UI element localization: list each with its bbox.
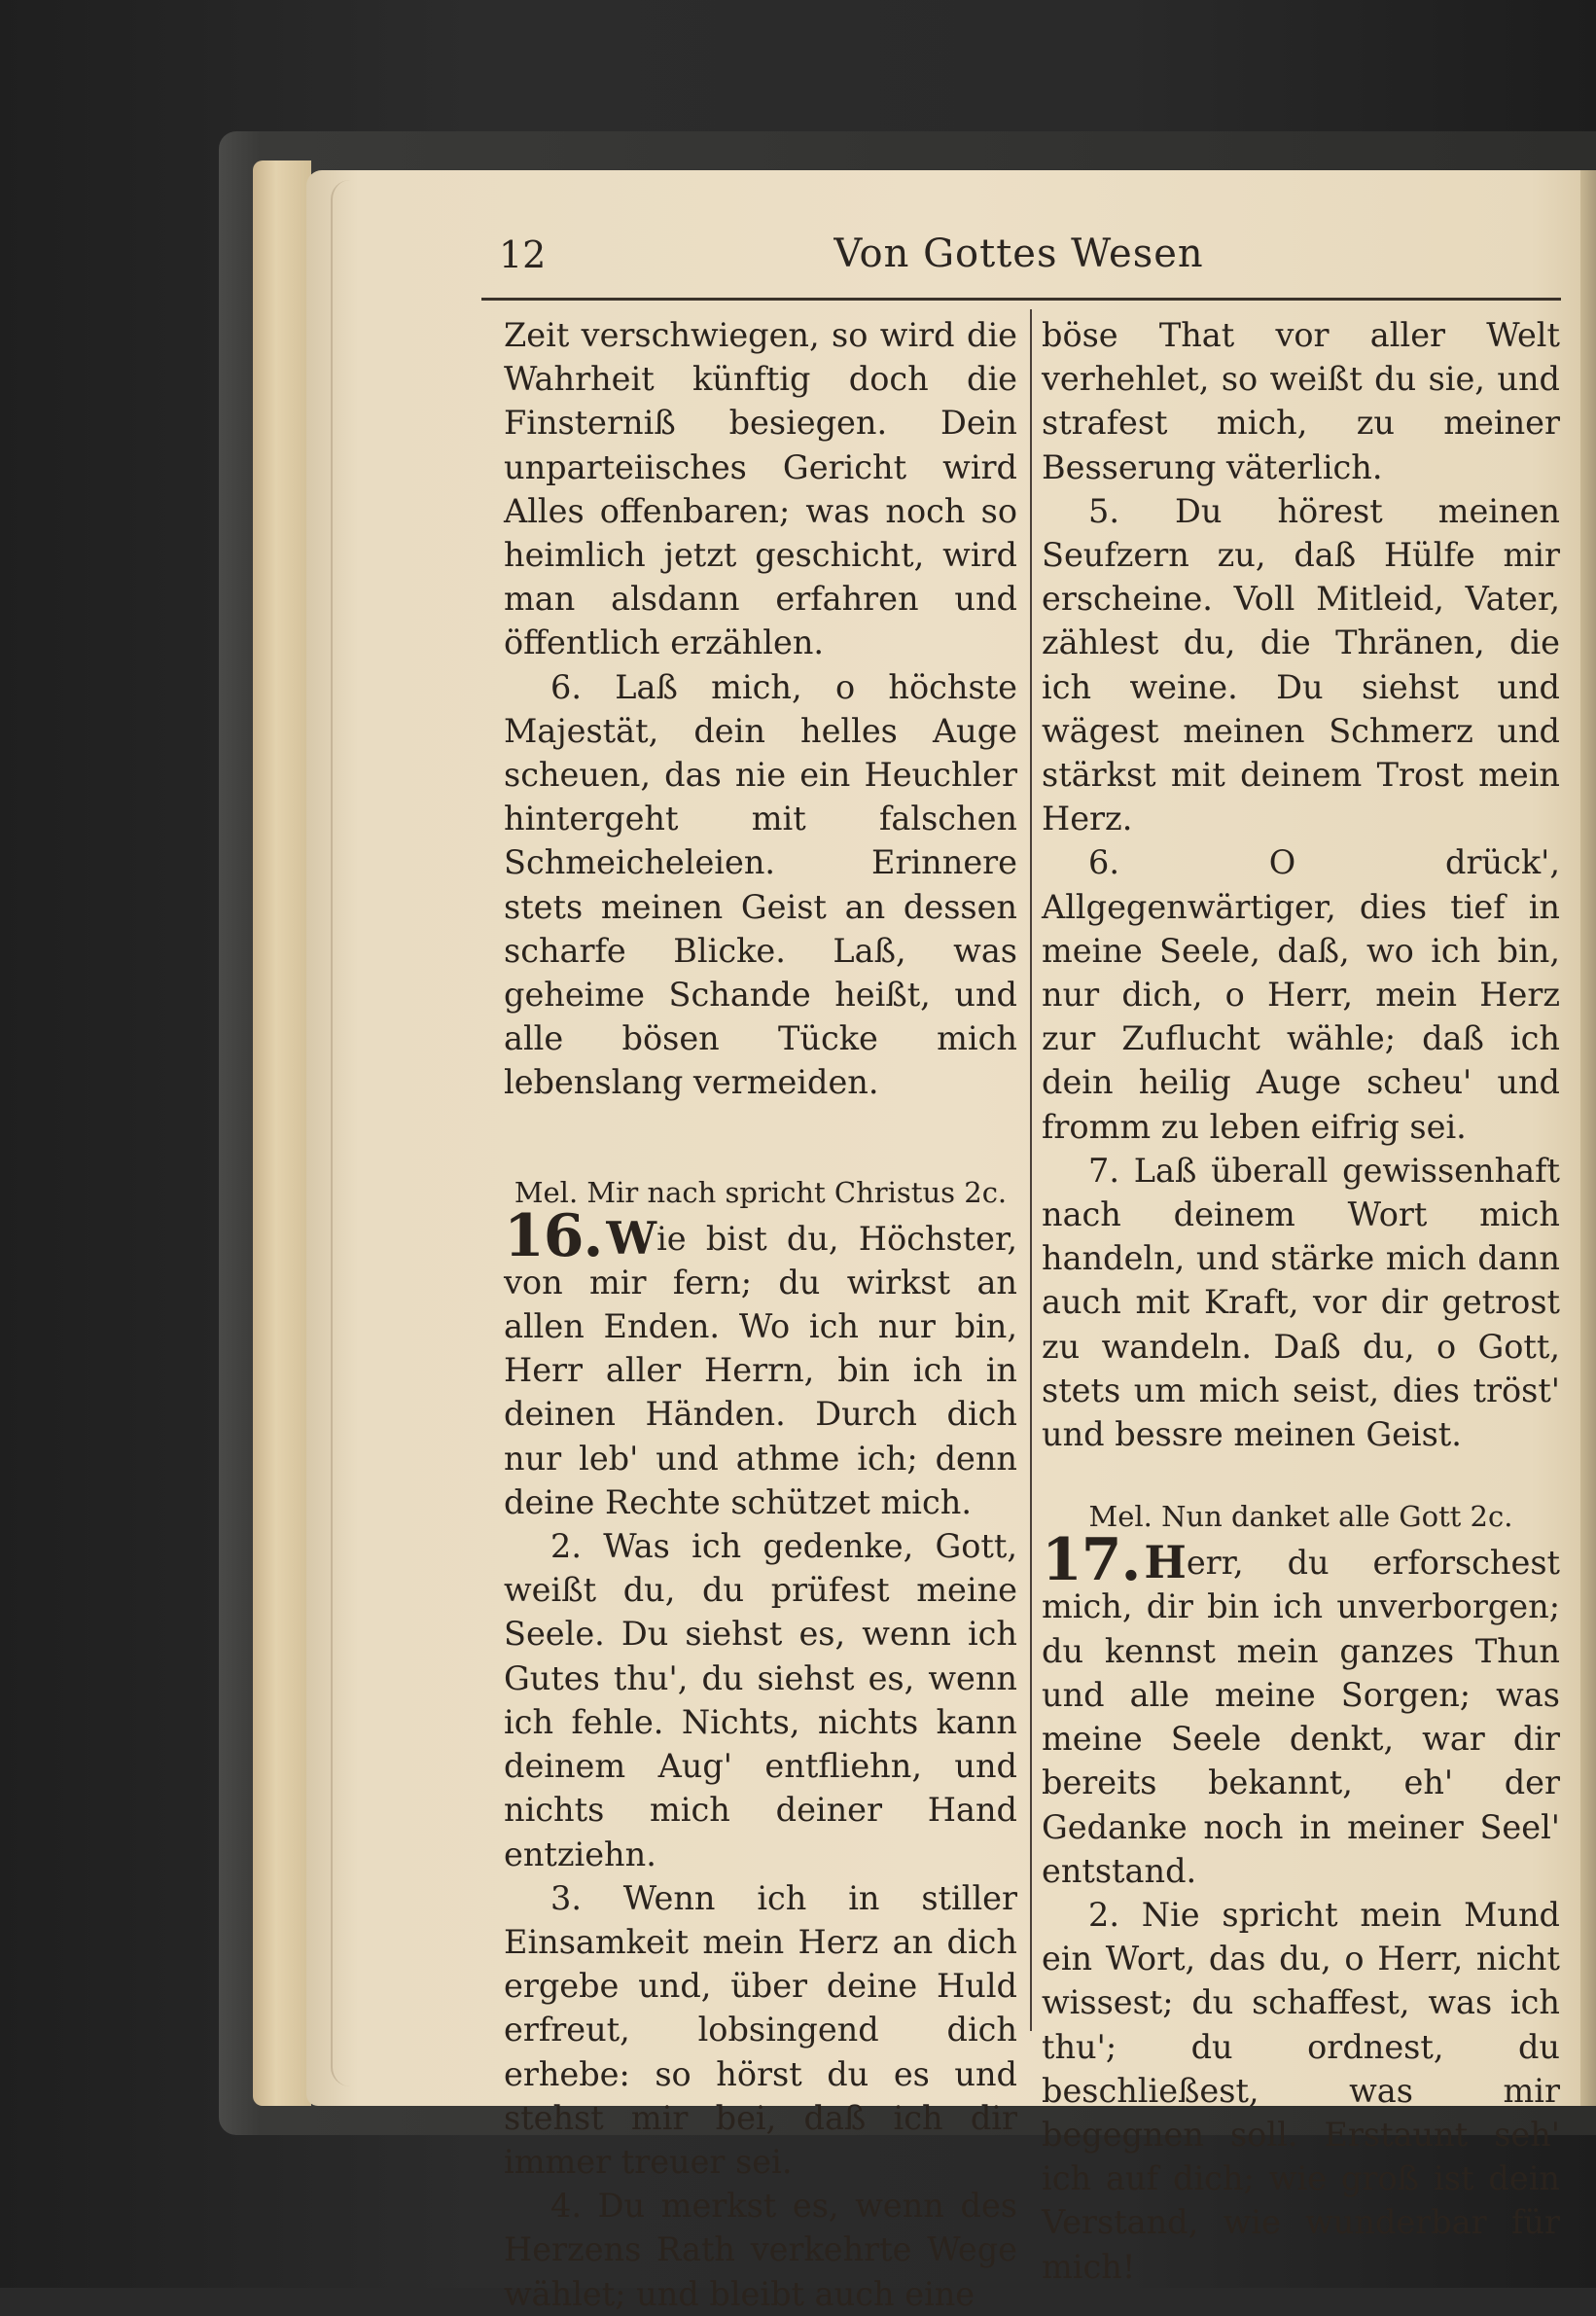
running-title: Von Gottes Wesen: [833, 232, 1204, 276]
paragraph: 5. Du hörest meinen Seufzern zu, daß Hülfe mir erscheine. Voll Mitleid, Vater, zählest du, die Thränen, die ich weine. Du siehst und wägest meinen Schmerz und stärkst mit deinem Trost mein Herz.: [1042, 491, 1560, 838]
hymn-16-verse: 4. Du merkst es, wenn des Herzens Rath verkehrte Wege wählet; und bleibt auch eine: [504, 2187, 1017, 2313]
paragraph: 7. Laß überall gewissenhaft nach deinem Wort mich handeln, und stärke mich dann auch mit Kraft, vor dir getrost zu wandeln. Daß du, o Gott, stets um mich seist, dies tröst' und bessre meinen Geist.: [1042, 1151, 1560, 1454]
spacer: [504, 1105, 1017, 1171]
hymn-17-verse-1: [1042, 1526, 1560, 1893]
hymn-16-verse: 3. Wenn ich in stiller Einsamkeit mein Herz an dich ergebe und, über deine Huld erfreut, lobsingend dich erhebe: so hörst du es und stehst mir bei, daß ich dir immer treuer sei.: [504, 1878, 1017, 2181]
spacer: [1042, 1456, 1560, 1495]
hymn-16-verse: 2. Was ich gedenke, Gott, weißt du, du prüfest meine Seele. Du siehst es, wenn ich Gutes thu', du siehst es, wenn ich fehle. Nichts, nichts kann deinem Aug' entfliehn, und nichts mich deiner Hand entziehn.: [504, 1527, 1017, 1873]
hymn-16-dropcap: W: [606, 1211, 657, 1265]
paragraph: böse That vor aller Welt verhehlet, so weißt du sie, und strafest mich, zu meiner Besserung väterlich.: [1042, 316, 1560, 486]
page-header: [481, 226, 1556, 284]
hymn-16-melody: Mel. Mir nach spricht Christus 2c.: [514, 1175, 1008, 1209]
facing-page-edge: [1580, 170, 1596, 2106]
column-rule: [1030, 309, 1032, 2031]
right-column: [1042, 313, 1560, 2289]
left-column: [504, 313, 1017, 2316]
header-rule: [481, 298, 1561, 301]
paragraph: 6. Laß mich, o höchste Majestät, dein helles Auge scheuen, das nie ein Heuchler hintergeht mit falschen Schmeicheleien. Erinnere stets meinen Geist an dessen scharfe Blicke. Laß, was geheime Schande heißt, und alle bösen Tücke mich lebenslang vermeiden.: [504, 667, 1017, 1102]
paragraph: Zeit verschwiegen, so wird die Wahrheit künftig doch die Finsterniß besiegen. Dein unparteiisches Gericht wird Alles offenbaren; was noch so heimlich jetzt geschicht, wird man alsdann erfahren und öffentlich erzählen.: [504, 316, 1017, 662]
hymn-16-number: 16.: [504, 1201, 603, 1270]
hymn-17-number: 17.: [1042, 1526, 1141, 1595]
hymn-16-verse-1-text: ie bist du, Höchster, von mir fern; du wirkst an allen Enden. Wo ich nur bin, Herr aller Herrn, bin ich in deinen Händen. Durch dich nur leb' und athme ich; denn deine Rechte schützet mich.: [504, 1219, 1017, 1521]
hymn-17-verse: 2. Nie spricht mein Mund ein Wort, das du, o Herr, nicht wissest; du schaffest, was ich thu'; du ordnest, du beschließest, was mir begegnen soll. Erstaunt seh' ich auf dich; wie groß ist dein Verstand, wie wunderbar für mich!: [1042, 1895, 1560, 2286]
hymn-17-verse-1-text: err, du erforschest mich, dir bin ich unverborgen; du kennst mein ganzes Thun und alle meine Sorgen; was meine Seele denkt, war dir bereits bekannt, eh' der Gedanke noch in meiner Seel' entstand.: [1042, 1544, 1560, 1890]
page-fold-line: [331, 180, 391, 2086]
hymn-17-dropcap: H: [1144, 1536, 1187, 1589]
paragraph: 6. O drück', Allgegenwärtiger, dies tief in meine Seele, daß, wo ich bin, nur dich, o Herr, mein Herz zur Zuflucht wähle; daß ich dein heilig Auge scheu' und fromm zu leben eifrig sei.: [1042, 843, 1560, 1146]
hymn-16-verse-1: [504, 1201, 1017, 1524]
page-stack-edge: [253, 160, 311, 2106]
page-number: 12: [499, 233, 547, 276]
hymn-17-melody: Mel. Nun danket alle Gott 2c.: [1088, 1500, 1513, 1534]
